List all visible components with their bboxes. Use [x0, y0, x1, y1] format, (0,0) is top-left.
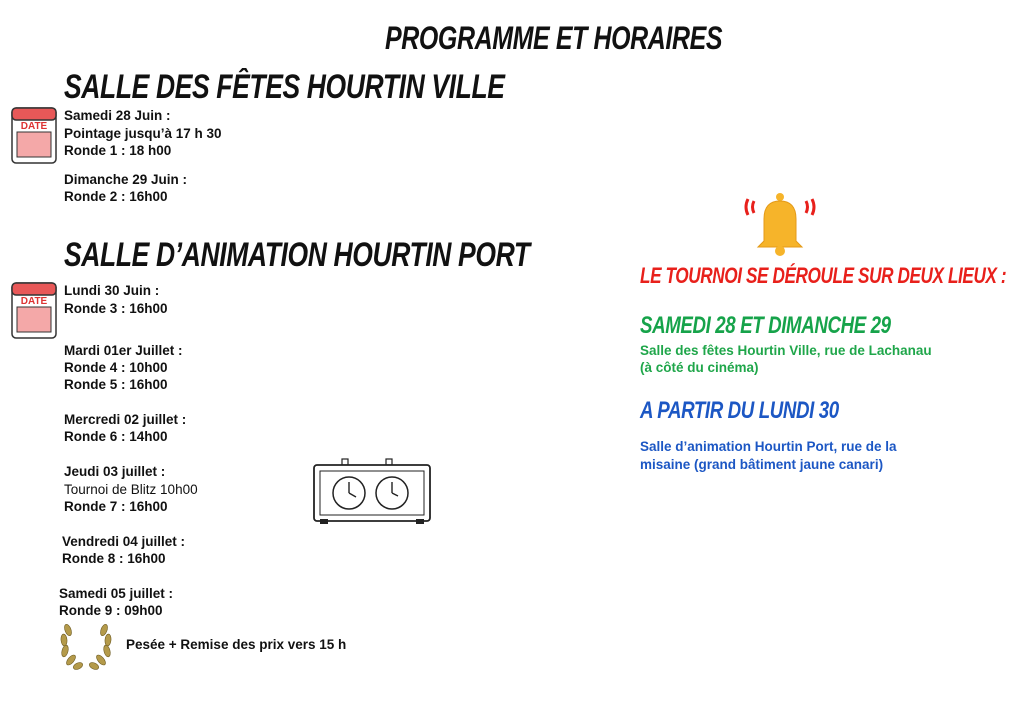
place2-line: Salle d’animation Hourtin Port, rue de la [640, 439, 897, 454]
venue1-title: SALLE DES FÊTES HOURTIN VILLE [64, 68, 505, 106]
day-line: Ronde 8 : 16h00 [62, 551, 166, 566]
calendar-icon [10, 281, 60, 341]
calendar-icon [10, 106, 60, 166]
place2-heading: A PARTIR DU LUNDI 30 [640, 397, 839, 424]
day-line: Ronde 7 : 16h00 [64, 499, 168, 514]
calendar-label: DATE [20, 121, 48, 132]
bell-icon [740, 185, 820, 260]
day-date: Mardi 01er Juillet : [64, 343, 183, 358]
day-line: Ronde 6 : 14h00 [64, 429, 168, 444]
day-line: Ronde 4 : 10h00 [64, 360, 168, 375]
day-date: Samedi 28 Juin : [64, 108, 171, 123]
day-line: Ronde 1 : 18 h00 [64, 143, 172, 158]
prize-text: Pesée + Remise des prix vers 15 h [126, 637, 347, 652]
day-line: Ronde 3 : 16h00 [64, 301, 168, 316]
venue2-title: SALLE D’ANIMATION HOURTIN PORT [64, 236, 530, 274]
day-date: Jeudi 03 juillet : [64, 464, 166, 479]
day-date: Vendredi 04 juillet : [62, 534, 186, 549]
place1-heading: SAMEDI 28 ET DIMANCHE 29 [640, 312, 891, 339]
day-date: Lundi 30 Juin : [64, 283, 160, 298]
day-date: Samedi 05 juillet : [59, 586, 174, 601]
place2-line: misaine (grand bâtiment jaune canari) [640, 457, 884, 472]
day-line: Pointage jusqu’à 17 h 30 [64, 126, 222, 141]
place1-line: Salle des fêtes Hourtin Ville, rue de Lachanau [640, 343, 932, 358]
day-date: Dimanche 29 Juin : [64, 172, 188, 187]
day-date: Mercredi 02 juillet : [64, 412, 187, 427]
day-line: Ronde 9 : 09h00 [59, 603, 163, 618]
chess-clock-icon [312, 457, 432, 529]
place1-line: (à côté du cinéma) [640, 360, 759, 375]
right-heading: LE TOURNOI SE DÉROULE SUR DEUX LIEUX : [640, 263, 1007, 288]
laurel-icon [56, 620, 116, 672]
day-note: Tournoi de Blitz 10h00 [64, 482, 198, 497]
day-line: Ronde 5 : 16h00 [64, 377, 168, 392]
day-line: Ronde 2 : 16h00 [64, 189, 168, 204]
calendar-label: DATE [20, 296, 48, 307]
page-title: PROGRAMME ET HORAIRES [385, 20, 723, 56]
